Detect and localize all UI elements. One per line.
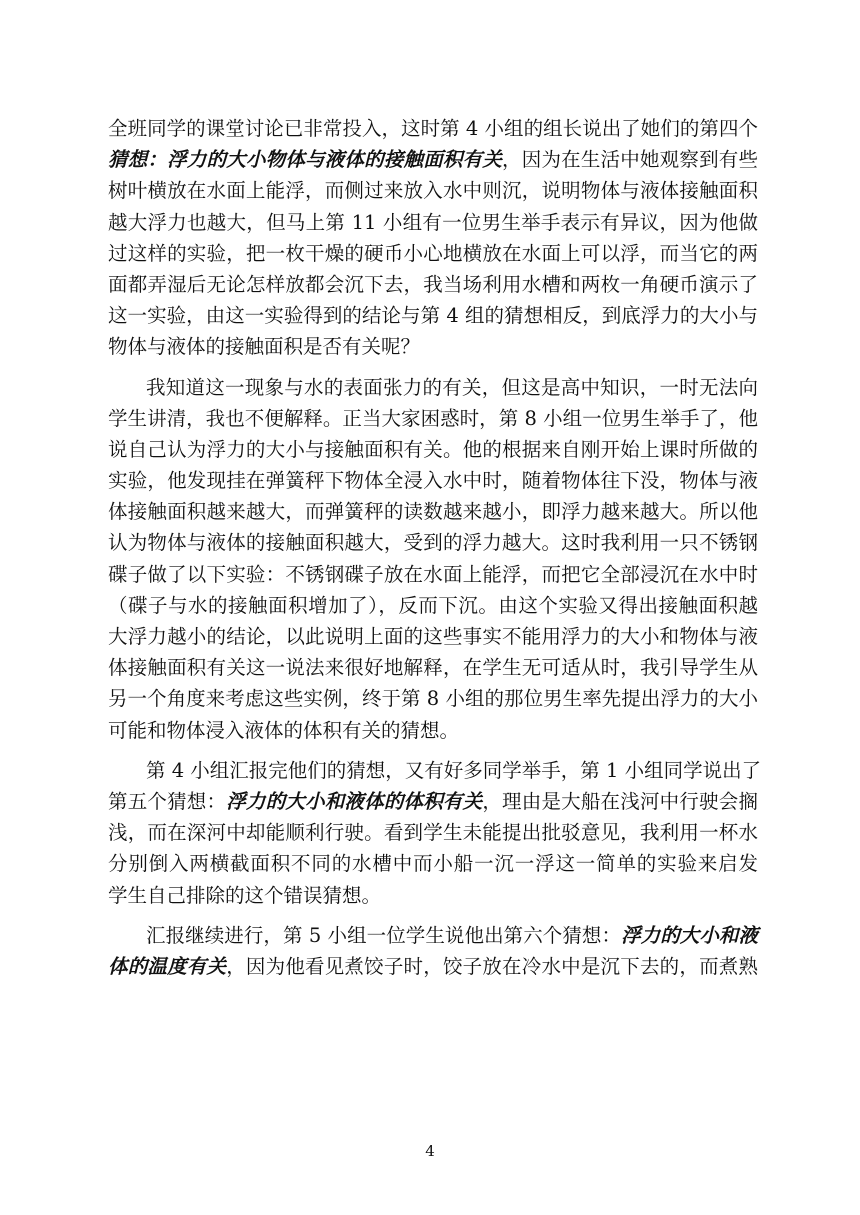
text-run: 这一实验，由这一实验得到的结论与第 4 组的猜想相反，到底浮力的大小与	[108, 304, 758, 328]
text-line	[108, 652, 758, 683]
page-number: 4	[425, 1142, 435, 1160]
text-run: ，因为他看见煮饺子时，饺子放在冷水中是沉下去的，而煮熟	[226, 954, 758, 978]
text-run: 大浮力越小的结论，以此说明上面的这些事实不能用浮力的大小和物体与液	[108, 625, 758, 648]
text-run: 树叶横放在水面上能浮，而侧过来放入水中则沉，说明物体与液体接触面积	[108, 179, 758, 203]
emphasized-text: 浮力的大小物体与液体的接触面积有关	[167, 148, 503, 172]
text-line	[108, 434, 758, 465]
text-line	[108, 403, 758, 434]
text-run: 学生自己排除的这个错误猜想。	[108, 883, 382, 907]
text-line	[108, 372, 758, 403]
paragraphs-container	[108, 113, 762, 982]
text-line	[108, 113, 758, 144]
text-line	[108, 175, 758, 206]
text-line	[108, 331, 758, 362]
text-line	[108, 951, 758, 982]
text-line	[108, 755, 762, 786]
text-line	[108, 817, 758, 848]
paragraph-p3	[108, 755, 762, 911]
text-run: ，理由是大船在浅河中行驶会搁	[482, 789, 758, 813]
text-line	[108, 880, 758, 911]
text-run: 分别倒入两横截面积不同的水槽中而小船一沉一浮这一简单的实验来启发	[108, 852, 758, 876]
text-run: 物体与液体的接触面积是否有关呢？	[108, 335, 421, 359]
paragraph-spacer	[108, 746, 758, 755]
text-run: 越大浮力也越大，但马上第 11 小组有一位男生举手表示有异议，因为他做	[108, 210, 758, 234]
text-line	[108, 300, 758, 331]
text-run: 第五个猜想：	[108, 789, 227, 813]
text-run: 全班同学的课堂讨论已非常投入，这时第 4 小组的组长说出了她们的第四个	[108, 117, 758, 140]
text-run: 碟子做了以下实验：不锈钢碟子放在水面上能浮，而把它全部浸沉在水中时	[108, 562, 758, 586]
document-body	[108, 113, 762, 982]
text-line	[108, 144, 758, 175]
text-run: 体接触面积有关这一说法来很好地解释，在学生无可适从时，我引导学生从	[108, 656, 758, 680]
text-run: 浅，而在深河中却能顺利行驶。看到学生未能提出批驳意见，我利用一杯水	[108, 821, 758, 845]
paragraph-p4	[108, 920, 758, 982]
text-line	[108, 920, 758, 951]
text-run: 体接触面积越来越大，而弹簧秤的读数越来越小，即浮力越来越大。所以他	[108, 500, 758, 524]
paragraph-spacer	[108, 363, 758, 372]
text-run: 说自己认为浮力的大小与接触面积有关。他的根据来自刚开始上课时所做的	[108, 437, 758, 461]
text-run: 面都弄湿后无论怎样放都会沉下去，我当场利用水槽和两枚一角硬币演示了	[108, 272, 758, 296]
text-run: （碟子与水的接触面积增加了），反而下沉。由这个实验又得出接触面积越	[108, 593, 758, 617]
text-run: 第 4 小组汇报完他们的猜想，又有好多同学举手，第 1 小组同学说出了	[146, 758, 762, 782]
paragraph-p1	[108, 113, 758, 363]
text-run: 过这样的实验，把一枚干燥的硬币小心地横放在水面上可以浮，而当它的两	[108, 241, 758, 265]
text-line	[108, 527, 758, 558]
emphasized-text: 浮力的大小和液体的体积有关	[226, 789, 483, 813]
text-line	[108, 238, 758, 269]
paragraph-p2	[108, 372, 758, 746]
text-line	[108, 683, 758, 714]
text-run: 另一个角度来考虑这些实例，终于第 8 小组的那位男生率先提出浮力的大小	[108, 687, 758, 711]
text-run: ，因为在生活中她观察到有些	[502, 148, 758, 172]
text-line	[108, 559, 758, 590]
text-run: 我知道这一现象与水的表面张力的有关，但这是高中知识，一时无法向	[146, 375, 758, 399]
text-run: 学生讲清，我也不便解释。正当大家困惑时，第 8 小组一位男生举手了，他	[108, 406, 758, 430]
text-run: 可能和物体浸入液体的体积有关的猜想。	[108, 718, 460, 742]
text-line	[108, 848, 758, 879]
text-line	[108, 207, 758, 238]
text-run: 汇报继续进行，第 5 小组一位学生说他出第六个猜想：	[146, 923, 622, 947]
emphasized-text: 猜想：	[108, 148, 168, 172]
text-line	[108, 465, 758, 496]
text-line	[108, 496, 758, 527]
text-line	[108, 269, 758, 300]
paragraph-spacer	[108, 911, 758, 920]
text-line	[108, 715, 758, 746]
text-run: 认为物体与液体的接触面积越大，受到的浮力越大。这时我利用一只不锈钢	[108, 531, 758, 555]
text-run: 实验，他发现挂在弹簧秤下物体全浸入水中时，随着物体往下没，物体与液	[108, 469, 758, 493]
emphasized-text: 浮力的大小和液	[621, 923, 758, 947]
text-line	[108, 621, 758, 652]
emphasized-text: 体的温度有关	[108, 954, 227, 978]
text-line	[108, 590, 758, 621]
text-line	[108, 786, 758, 817]
